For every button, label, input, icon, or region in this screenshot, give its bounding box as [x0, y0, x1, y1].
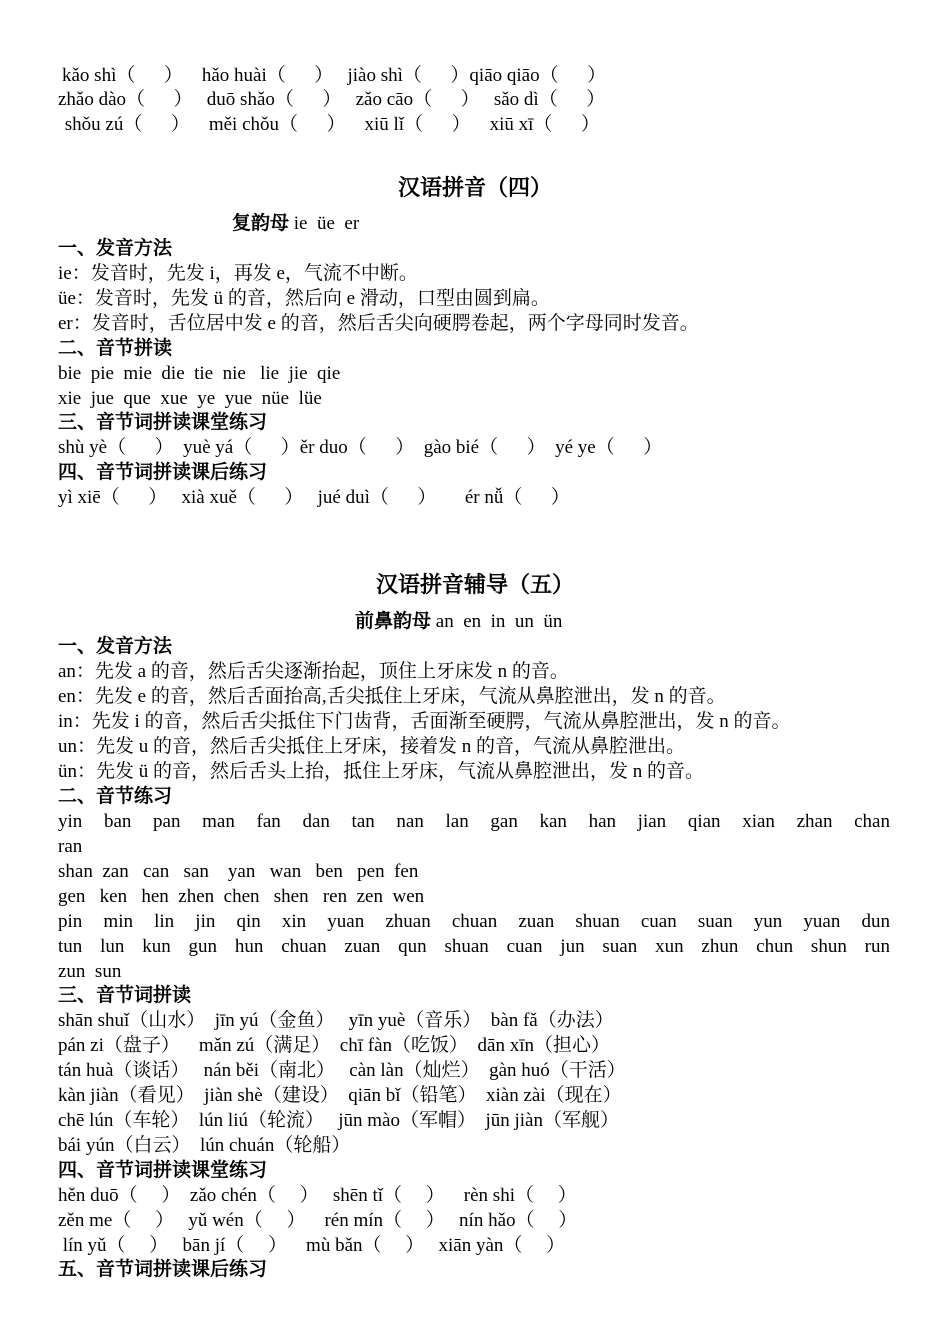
heading: 三、音节词拼读课堂练习	[58, 412, 268, 433]
method-line: er：发音时，舌位居中发 e 的音，然后舌尖向硬腭卷起，两个字母同时发音。	[58, 313, 699, 334]
subtitle-bold: 复韵母	[232, 213, 290, 234]
subtitle-bold: 前鼻韵母	[355, 611, 432, 632]
practice-line: yì xiē（ ） xià xuě（ ） jué duì（ ） ér nǚ（ ）	[58, 487, 570, 508]
practice-line: shǒu zú（ ） měi chǒu（ ） xiū lǐ（ ） xiū xī（ ）	[60, 114, 600, 135]
practice-line: kǎo shì（ ） hǎo huài（ ） jiào shì（ ）qiāo qiāo（ ）	[62, 65, 607, 86]
method-line: un：先发 u 的音，然后舌尖抵住上牙床，接着发 n 的音，气流从鼻腔泄出。	[58, 736, 686, 757]
word-line: chē lún（车轮） lún liú（轮流） jūn mào（军帽） jūn jiàn（军舰）	[58, 1110, 619, 1131]
subtitle-finals: ie üe er	[289, 213, 360, 234]
method-line: üe：发音时，先发 ü 的音，然后向 e 滑动，口型由圆到扁。	[58, 288, 550, 309]
syllable-line: gen ken hen zhen chen shen ren zen wen	[58, 886, 425, 907]
word-line: shān shuǐ（山水） jīn yú（金鱼） yīn yuè（音乐） bàn fǎ（办法）	[58, 1010, 614, 1031]
heading: 四、音节词拼读课堂练习	[58, 1160, 268, 1181]
word-line: pán zi（盘子） mǎn zú（满足） chī fàn（吃饭） dān xīn（担心）	[58, 1035, 610, 1056]
syllable-line: tun lun kun gun hun chuan zuan qun shuan cuan jun suan xun zhun chun shun run	[58, 936, 890, 957]
practice-line: zěn me（ ） yǔ wén（ ） rén mín（ ） nín hǎo（ ）	[58, 1210, 578, 1231]
word-line: kàn jiàn（看见） jiàn shè（建设） qiān bǐ（铅笔） xiàn zài（现在）	[58, 1085, 622, 1106]
word-line: tán huà（谈话） nán běi（南北） càn làn（灿烂） gàn huó（干活）	[58, 1060, 626, 1081]
practice-line: zhǎo dào（ ） duō shǎo（ ） zǎo cāo（ ） sǎo dì（ ）	[58, 89, 606, 110]
heading: 四、音节词拼读课后练习	[58, 462, 268, 483]
method-line: en：先发 e 的音，然后舌面抬高,舌尖抵住上牙床，气流从鼻腔泄出，发 n 的音。	[58, 686, 726, 707]
syllable-line: bie pie mie die tie nie lie jie qie	[58, 363, 341, 384]
syllable-line: xie jue que xue ye yue nüe lüe	[58, 388, 322, 409]
syllable-line: pin min lin jin qin xin yuan zhuan chuan zuan shuan cuan suan yun yuan dun	[58, 911, 890, 932]
method-line: an：先发 a 的音，然后舌尖逐渐抬起，顶住上牙床发 n 的音。	[58, 661, 569, 682]
practice-line: hěn duō（ ） zǎo chén（ ） shēn tǐ（ ） rèn shi（ ）	[58, 1185, 577, 1206]
heading: 二、音节拼读	[58, 338, 173, 359]
method-line: ie：发音时，先发 i，再发 e，气流不中断。	[58, 263, 418, 284]
heading: 一、发音方法	[58, 238, 173, 259]
heading: 一、发音方法	[58, 636, 173, 657]
heading: 五、音节词拼读课后练习	[58, 1259, 268, 1280]
syllable-line: shan zan can san yan wan ben pen fen	[58, 861, 419, 882]
method-line: in：先发 i 的音，然后舌尖抵住下门齿背，舌面渐至硬腭，气流从鼻腔泄出，发 n 的音。	[58, 711, 791, 732]
heading: 三、音节词拼读	[58, 985, 192, 1006]
method-line: ün：先发 ü 的音，然后舌头上抬，抵住上牙床，气流从鼻腔泄出，发 n 的音。	[58, 761, 705, 782]
section-subtitle	[232, 212, 359, 236]
heading: 二、音节练习	[58, 786, 173, 807]
section-subtitle	[355, 610, 562, 634]
syllable-line: ran	[58, 836, 83, 857]
word-line: bái yún（白云） lún chuán（轮船）	[58, 1135, 351, 1156]
section-title: 汉语拼音（四）	[397, 175, 552, 200]
syllable-line: yin ban pan man fan dan tan nan lan gan kan han jian qian xian zhan chan	[58, 811, 890, 832]
practice-line: shù yè（ ） yuè yá（ ）ěr duo（ ） gào bié（ ） yé ye（ ）	[58, 437, 663, 458]
syllable-line: zun sun	[58, 961, 122, 982]
subtitle-finals: an en in un ün	[431, 611, 563, 632]
practice-line: lín yǔ（ ） bān jí（ ） mù bǎn（ ） xiān yàn（ ）	[58, 1235, 566, 1256]
section-title: 汉语拼音辅导（五）	[375, 572, 574, 597]
